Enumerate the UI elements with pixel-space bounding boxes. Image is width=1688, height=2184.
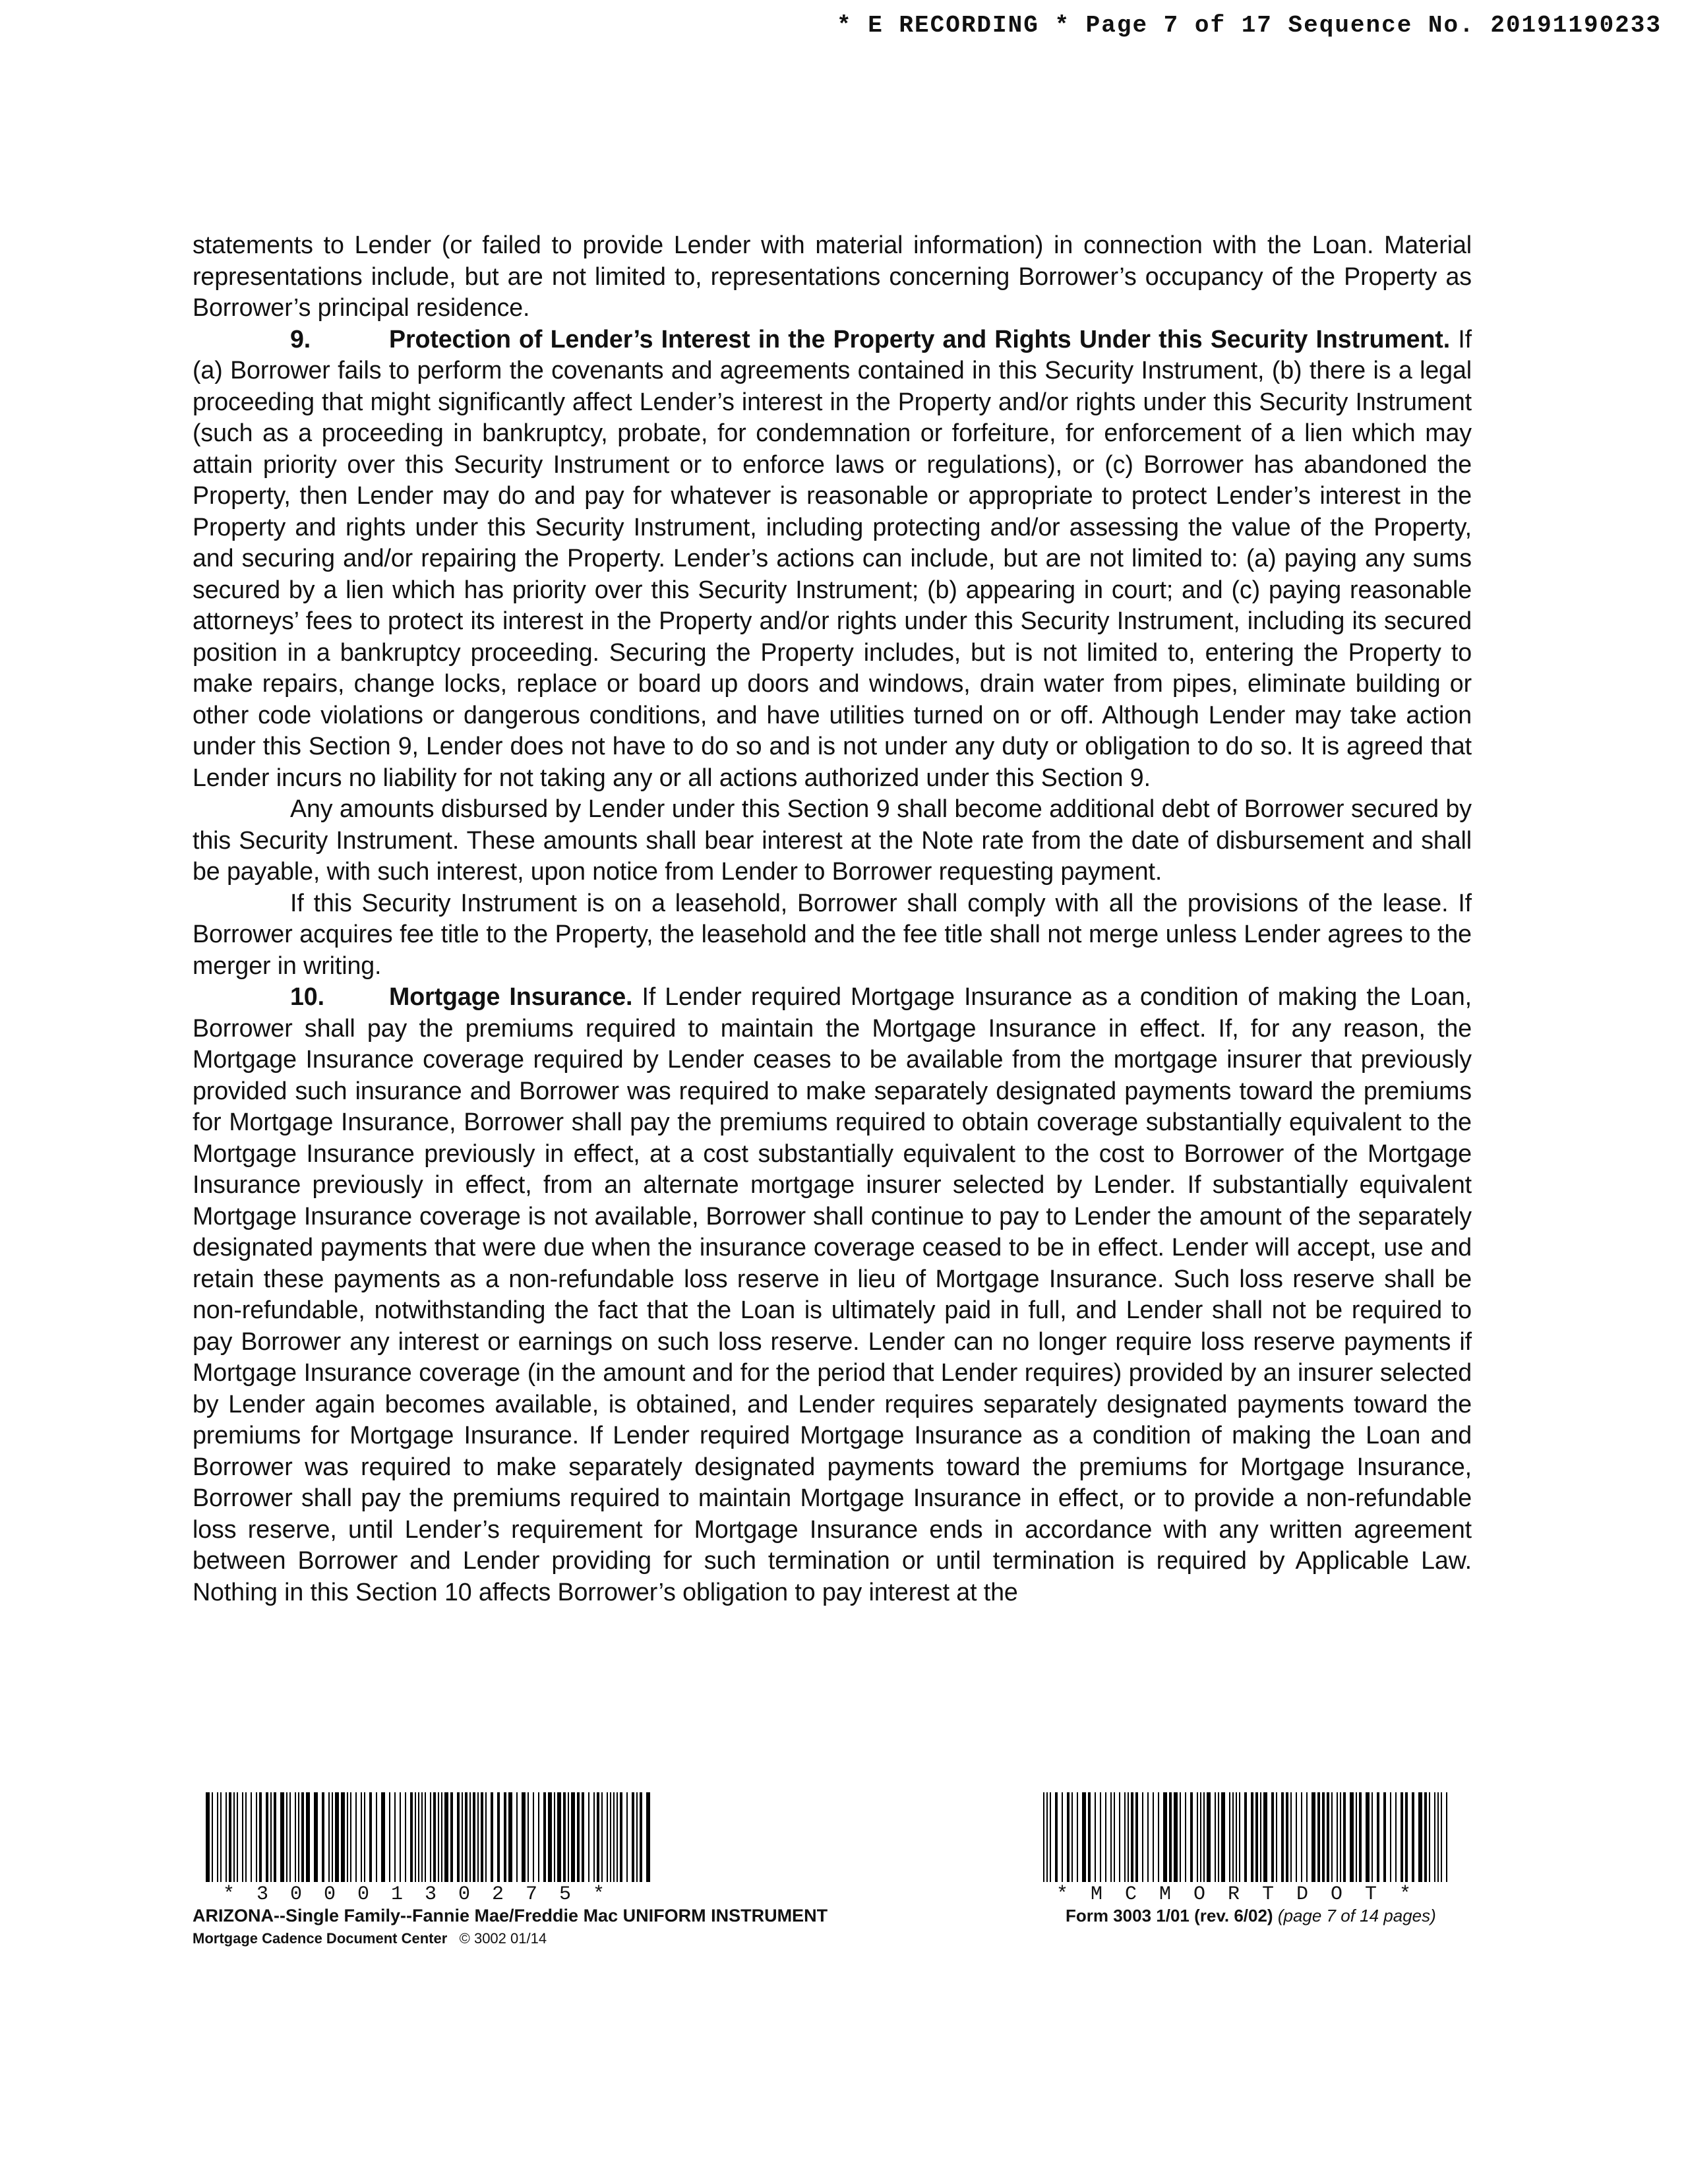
- barcode-bar: [557, 1792, 561, 1882]
- left-barcode: [206, 1792, 654, 1882]
- barcode-bar: [504, 1792, 506, 1882]
- section-9-paragraph-2: Any amounts disbursed by Lender under this Section 9 shall become additional debt of Borrower secured by this Security Instrument. These amounts shall bear interest at the Note rate from the date of disbursement and shall be payable, with such interest, upon notice from Lender to Borrower requesting payment.: [193, 795, 1472, 885]
- barcode-bar: [430, 1792, 431, 1882]
- recording-header: * E RECORDING * Page 7 of 17 Sequence No. 20191190233: [837, 12, 1662, 39]
- barcode-bar: [433, 1792, 436, 1882]
- section-10-text: If Lender required Mortgage Insurance as a condition of making the Loan, Borrower shall pay the premiums required to maintain the Mortgage Insurance in effect. If, for any reason, the Mortgage Insurance coverage required by Lender ceases to be available from the mortgage insurer that previously provided such insurance and Borrower was required to make separately designated payments toward the premiums for Mortgage Insurance, Borrower shall pay the premiums required to obtain coverage substantially equivalent to the Mortgage Insurance previously in effect, at a cost substantially equivalent to the cost to Borrower of the Mortgage Insurance previously in effect, from an alternate mortgage insurer selected by Lender. If substantially equivalent Mortgage Insurance coverage is not available, Borrower shall continue to pay to Lender the amount of the separately designated payments that were due when the insurance coverage ceased to be in effect. Lender will accept, use and retain these payments as a non-refundable loss reserve in lieu of Mortgage Insurance. Such loss reserve shall be non-refundable, notwithstanding the fact that the Loan is ultimately paid in full, and Lender shall not be required to pay Borrower any interest or earnings on such loss reserve. Lender can no longer require loss reserve payments if Mortgage Insurance coverage (in the amount and for the period that Lender requires) provided by an insurer selected by Lender again becomes available, is obtained, and Lender requires separately designated payments toward the premiums for Mortgage Insurance. If Lender required Mortgage Insurance as a condition of making the Loan and Borrower was required to make separately designated payments toward the premiums for Mortgage Insurance, Borrower shall pay the premiums required to maintain Mortgage Insurance in effect, or to provide a non-refundable loss reserve, until Lender’s requirement for Mortgage Insurance ends in accordance with any written agreement between Borrower and Lender providing for such termination or until termination is required by Applicable Law. Nothing in this Section 10 affects Borrower’s obligation to pay interest at the: [193, 983, 1472, 1606]
- barcode-bar: [229, 1792, 231, 1882]
- barcode-bar: [438, 1792, 439, 1882]
- section-9-number: 9.: [290, 324, 311, 353]
- barcode-bar: [1163, 1792, 1167, 1882]
- barcode-bar: [1424, 1792, 1427, 1882]
- barcode-bar: [1276, 1792, 1277, 1882]
- barcode-bar: [1114, 1792, 1115, 1882]
- barcode-bar: [328, 1792, 330, 1882]
- barcode-bar: [1418, 1792, 1422, 1882]
- barcode-bar: [601, 1792, 603, 1882]
- barcode-bar: [543, 1792, 546, 1882]
- barcode-bar: [280, 1792, 284, 1882]
- page-count: (page 7 of 14 pages): [1277, 1906, 1436, 1926]
- barcode-bar: [1169, 1792, 1172, 1882]
- barcode-bar: [613, 1792, 615, 1882]
- barcode-bar: [473, 1792, 475, 1882]
- barcode-bar: [217, 1792, 218, 1882]
- barcode-bar: [1232, 1792, 1234, 1882]
- barcode-bar: [226, 1792, 227, 1882]
- barcode-bar: [640, 1792, 642, 1882]
- barcode-bar: [341, 1792, 345, 1882]
- barcode-bar: [469, 1792, 471, 1882]
- barcode-bar: [1203, 1792, 1205, 1882]
- barcode-bar: [568, 1792, 569, 1882]
- barcode-bar: [1290, 1792, 1292, 1882]
- barcode-bar: [1350, 1792, 1354, 1882]
- barcode-bar: [1207, 1792, 1211, 1882]
- barcode-bar: [295, 1792, 296, 1882]
- barcode-bar: [582, 1792, 584, 1882]
- barcode-bar: [1263, 1792, 1267, 1882]
- barcode-bar: [477, 1792, 479, 1882]
- barcode-bar: [554, 1792, 555, 1882]
- barcode-bar: [381, 1792, 385, 1882]
- barcode-bar: [350, 1792, 351, 1882]
- document-center: [193, 1930, 828, 1947]
- barcode-bar: [497, 1792, 500, 1882]
- barcode-bar: [1366, 1792, 1370, 1882]
- barcode-bar: [632, 1792, 634, 1882]
- barcode-bar: [528, 1792, 529, 1882]
- barcode-bar: [400, 1792, 401, 1882]
- barcode-bar: [1390, 1792, 1391, 1882]
- barcode-bar: [1190, 1792, 1193, 1882]
- right-barcode-caption: *MCMORTDOT*: [1056, 1883, 1434, 1906]
- barcode-bar: [1100, 1792, 1101, 1882]
- barcode-bar: [364, 1792, 365, 1882]
- barcode-bar: [481, 1792, 483, 1882]
- barcode-bar: [441, 1792, 442, 1882]
- barcode-bar: [220, 1792, 222, 1882]
- barcode-bar: [1356, 1792, 1357, 1882]
- barcode-bar: [548, 1792, 552, 1882]
- barcode-bar: [1071, 1792, 1073, 1882]
- barcode-bar: [1429, 1792, 1430, 1882]
- barcode-bar: [1088, 1792, 1091, 1882]
- barcode-bar: [1050, 1792, 1051, 1882]
- section-9-paragraph-3: If this Security Instrument is on a leasehold, Borrower shall comply with all the provisions of the lease. If Borrower acquires fee title to the Property, the leasehold and the fee title shall not merge unless Lender agrees to the merger in writing.: [193, 888, 1472, 979]
- barcode-bar: [1434, 1792, 1435, 1882]
- barcode-bar: [418, 1792, 419, 1882]
- barcode-bar: [306, 1792, 310, 1882]
- barcode-bar: [646, 1792, 650, 1882]
- barcode-bar: [301, 1792, 304, 1882]
- barcode-bar: [242, 1792, 243, 1882]
- barcode-bar: [1218, 1792, 1219, 1882]
- barcode-bar: [1105, 1792, 1106, 1882]
- barcode-bar: [1082, 1792, 1086, 1882]
- barcode-bar: [516, 1792, 518, 1882]
- barcode-bar: [571, 1792, 575, 1882]
- barcode-bar: [335, 1792, 339, 1882]
- barcode-bar: [444, 1792, 448, 1882]
- barcode-bar: [1260, 1792, 1261, 1882]
- barcode-bar: [1271, 1792, 1274, 1882]
- form-title: ARIZONA--Single Family--Fannie Mae/Freddie Mac UNIFORM INSTRUMENT: [193, 1906, 828, 1926]
- right-barcode: [1043, 1792, 1452, 1882]
- barcode-bar: [1401, 1792, 1403, 1882]
- footer-left: [193, 1906, 828, 1947]
- barcode-bar: [394, 1792, 396, 1882]
- barcode-bar: [533, 1792, 534, 1882]
- barcode-bar: [1255, 1792, 1258, 1882]
- barcode-bar: [1131, 1792, 1133, 1882]
- barcode-bar: [425, 1792, 426, 1882]
- barcode-bar: [421, 1792, 423, 1882]
- document-center-code: © 3002 01/14: [459, 1930, 547, 1947]
- section-10-title: Mortgage Insurance.: [389, 983, 633, 1010]
- barcode-bar: [389, 1792, 390, 1882]
- section-9-title: Protection of Lender’s Interest in the Property and Rights Under this Security Instrument.: [389, 324, 1451, 353]
- barcode-bar: [588, 1792, 589, 1882]
- barcode-bar: [332, 1792, 333, 1882]
- form-number: [1066, 1906, 1436, 1926]
- barcode-bar: [1142, 1792, 1143, 1882]
- barcode-bar: [1200, 1792, 1201, 1882]
- right-barcode-block: [1043, 1792, 1452, 1906]
- barcode-bar: [1158, 1792, 1159, 1882]
- barcode-bar: [563, 1792, 566, 1882]
- barcode-bar: [376, 1792, 377, 1882]
- barcode-bar: [1077, 1792, 1078, 1882]
- barcode-bar: [1055, 1792, 1058, 1882]
- barcode-bar: [1174, 1792, 1178, 1882]
- barcode-bar: [1311, 1792, 1315, 1882]
- barcode-bar: [361, 1792, 362, 1882]
- barcode-bar: [1372, 1792, 1373, 1882]
- barcode-bar: [1383, 1792, 1386, 1882]
- barcode-bar: [450, 1792, 453, 1882]
- barcode-bar: [1306, 1792, 1308, 1882]
- barcode-bar: [1043, 1792, 1044, 1882]
- barcode-bar: [259, 1792, 262, 1882]
- barcode-bar: [1327, 1792, 1329, 1882]
- barcode-bar: [274, 1792, 276, 1882]
- barcode-bar: [322, 1792, 324, 1882]
- barcode-bar: [577, 1792, 580, 1882]
- barcode-bar: [314, 1792, 318, 1882]
- barcode-bar: [1286, 1792, 1288, 1882]
- barcode-bar: [405, 1792, 406, 1882]
- barcode-bar: [1067, 1792, 1070, 1882]
- barcode-bar: [1046, 1792, 1048, 1882]
- barcode-bar: [1244, 1792, 1247, 1882]
- barcode-bar: [491, 1792, 493, 1882]
- barcode-bar: [1446, 1792, 1447, 1882]
- barcode-bar: [1340, 1792, 1341, 1882]
- barcode-bar: [465, 1792, 467, 1882]
- barcode-bar: [593, 1792, 595, 1882]
- barcode-bar: [1062, 1792, 1063, 1882]
- barcode-bar: [1153, 1792, 1154, 1882]
- barcode-bar: [1239, 1792, 1240, 1882]
- barcode-bar: [457, 1792, 460, 1882]
- barcode-bar: [617, 1792, 618, 1882]
- left-barcode-block: [206, 1792, 654, 1906]
- barcode-bar: [298, 1792, 299, 1882]
- barcode-bar: [626, 1792, 628, 1882]
- barcode-bar: [233, 1792, 235, 1882]
- barcode-bar: [1128, 1792, 1129, 1882]
- barcode-bar: [256, 1792, 257, 1882]
- barcode-bar: [1296, 1792, 1297, 1882]
- barcode-bar: [1395, 1792, 1397, 1882]
- barcode-bar: [610, 1792, 611, 1882]
- barcode-bar: [1110, 1792, 1112, 1882]
- document-center-name: Mortgage Cadence Document Center: [193, 1930, 448, 1947]
- barcode-bar: [636, 1792, 638, 1882]
- barcode-bar: [286, 1792, 287, 1882]
- barcode-bar: [245, 1792, 247, 1882]
- barcode-bar: [1251, 1792, 1253, 1882]
- barcode-bar: [1343, 1792, 1346, 1882]
- left-barcode-caption: *3000130275*: [223, 1883, 627, 1906]
- barcode-bar: [1412, 1792, 1414, 1882]
- barcode-bar: [508, 1792, 512, 1882]
- barcode-bar: [206, 1792, 210, 1882]
- document-body: [193, 229, 1472, 1608]
- barcode-bar: [369, 1792, 372, 1882]
- barcode-bar: [212, 1792, 213, 1882]
- barcode-bar: [1337, 1792, 1338, 1882]
- barcode-bar: [1147, 1792, 1149, 1882]
- barcode-bar: [270, 1792, 272, 1882]
- barcode-bar: [1221, 1792, 1225, 1882]
- barcode-bar: [620, 1792, 622, 1882]
- barcode-bar: [1377, 1792, 1379, 1882]
- barcode-bar: [485, 1792, 487, 1882]
- barcode-bar: [1441, 1792, 1442, 1882]
- barcode-bar: [289, 1792, 291, 1882]
- barcode-bar: [1135, 1792, 1138, 1882]
- barcode-bar: [355, 1792, 357, 1882]
- paragraph-continuation: statements to Lender (or failed to provide Lender with material information) in connection with the Loan. Material representations include, but are not limited to, representations concerning Borrower’s occupancy of the Property as Borrower’s principal residence.: [193, 231, 1472, 321]
- barcode-bar: [1437, 1792, 1439, 1882]
- barcode-bar: [266, 1792, 268, 1882]
- barcode-bar: [1119, 1792, 1120, 1882]
- barcode-bar: [1229, 1792, 1230, 1882]
- barcode-bar: [237, 1792, 238, 1882]
- barcode-bar: [1185, 1792, 1186, 1882]
- barcode-bar: [1281, 1792, 1284, 1882]
- barcode-bar: [347, 1792, 348, 1882]
- barcode-bar: [1322, 1792, 1325, 1882]
- section-9-text: If (a) Borrower fails to perform the covenants and agreements contained in this Security Instrument, (b) there is a legal proceeding that might significantly affect Lender’s interest in the Property and/or rights under this Security Instrument (such as a proceeding in bankruptcy, probate, for condemnation or forfeiture, for enforcement of a lien which may attain priority over this Security Instrument or to enforce laws or regulations), or (c) Borrower has abandoned the Property, then Lender may do and pay for whatever is reasonable or appropriate to protect Lender’s interest in the Property and rights under this Security Instrument, including protecting and/or assessing the value of the Property, and securing and/or repairing the Property. Lender’s actions can include, but are not limited to: (a) paying any sums secured by a lien which has priority over this Security Instrument; (b) appearing in court; and (c) paying reasonable attorneys’ fees to protect its interest in the Property and/or rights under this Security Instrument, including its secured position in a bankruptcy proceeding. Securing the Property includes, but is not limited to, entering the Property to make repairs, change locks, replace or board up doors and windows, drain water from pipes, eliminate building or other code violations or dangerous conditions, and have utilities turned on or off. Although Lender may take action under this Section 9, Lender does not have to do so and is not under any duty or obligation to do so. It is agreed that Lender incurs no liability for not taking any or all actions authorized under this Section 9.: [193, 324, 1472, 791]
- barcode-bar: [522, 1792, 526, 1882]
- barcode-bar: [1095, 1792, 1096, 1882]
- barcode-bar: [462, 1792, 463, 1882]
- barcode-bar: [1215, 1792, 1216, 1882]
- barcode-bar: [1405, 1792, 1408, 1882]
- section-10: [193, 981, 1472, 1608]
- barcode-bar: [1359, 1792, 1362, 1882]
- barcode-bar: [1236, 1792, 1237, 1882]
- barcode-bar: [597, 1792, 599, 1882]
- barcode-bar: [415, 1792, 416, 1882]
- form-number-text: Form 3003 1/01 (rev. 6/02): [1066, 1906, 1273, 1926]
- section-10-number: 10.: [290, 983, 324, 1010]
- barcode-bar: [1331, 1792, 1333, 1882]
- barcode-bar: [1124, 1792, 1126, 1882]
- footer-right: [1066, 1906, 1436, 1926]
- barcode-bar: [251, 1792, 252, 1882]
- barcode-bar: [1180, 1792, 1181, 1882]
- barcode-bar: [538, 1792, 539, 1882]
- barcode-bar: [410, 1792, 413, 1882]
- barcode-bar: [1197, 1792, 1198, 1882]
- barcode-bar: [1317, 1792, 1320, 1882]
- section-9: [193, 324, 1472, 794]
- barcode-bar: [607, 1792, 608, 1882]
- barcode-bar: [1301, 1792, 1302, 1882]
